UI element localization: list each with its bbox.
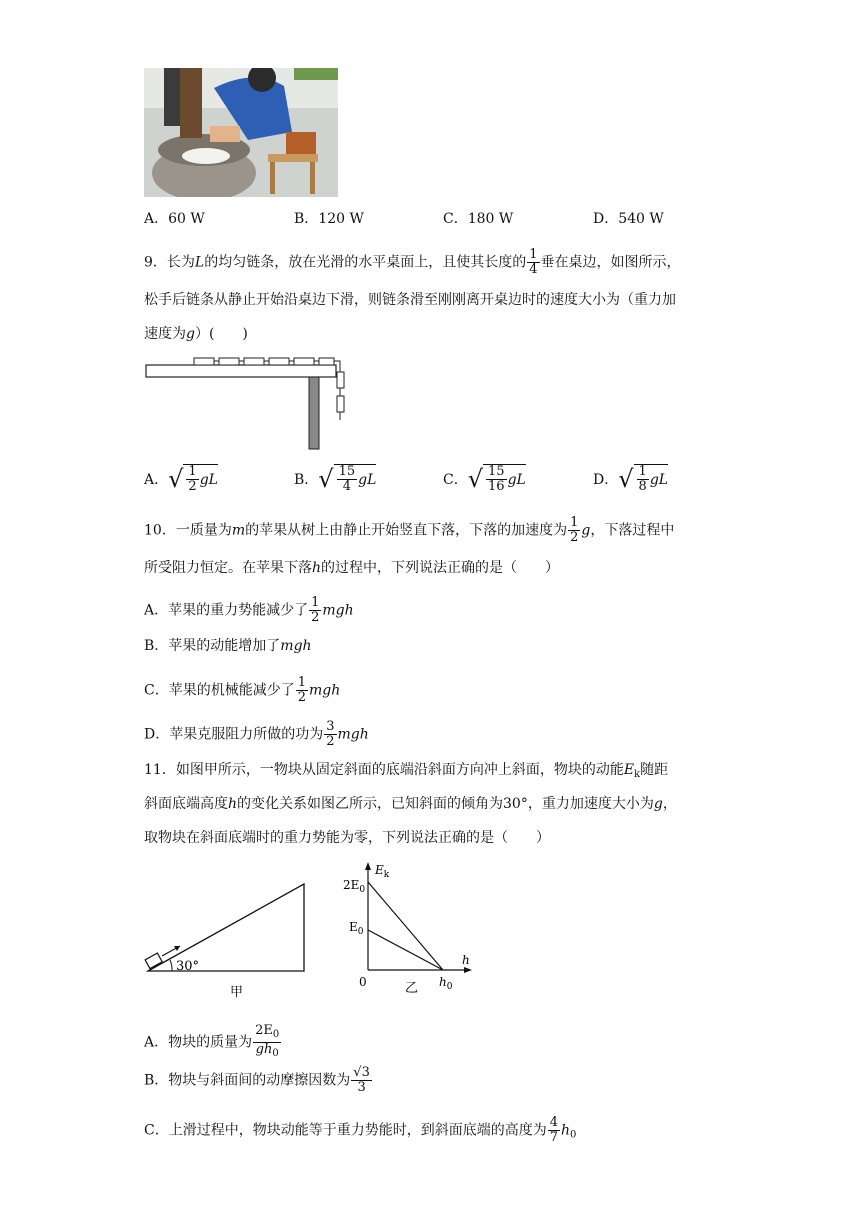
fraction-1-4: $\frac{1}{4}$ [529,247,538,277]
photo-rice-pounding [144,68,338,197]
q9-option-b: B． √ $\frac{15}{4}$ gL [294,464,377,494]
q10-option-a: A．苹果的重力势能减少了 $\frac{1}{2}$ mgh [144,595,354,625]
q9-stem-line2: 松手后链条从静止开始沿桌边下滑，则链条滑至刚刚离开桌边时的速度大小为（重力加 [144,292,676,308]
tick-2E0: $2E_0$ [343,878,366,895]
q9-option-d: D． √ $\frac{1}{8}$ gL [593,464,669,494]
origin-label: 0 [359,975,367,989]
q10-option-b: B．苹果的动能增加了mgh [144,638,312,654]
q8-option-b: B．120 W [294,211,364,227]
q10-stem-line2: 所受阻力恒定。在苹果下落h的过程中，下列说法正确的是（ ） [144,560,560,576]
q8-option-c: C．180 W [443,211,514,227]
tick-E0: $E_0$ [349,920,364,937]
q8-option-d: D．540 W [593,211,664,227]
q11-stem-line1: 11．如图甲所示，一物块从固定斜面的底端沿斜面方向冲上斜面，物块的动能$E_k$随距 [144,762,669,780]
incline-figure-jia [144,878,314,998]
ek-h-graph-yi [335,858,480,998]
q9-option-c: C． √ $\frac{15}{16}$ gL [443,464,526,494]
q9-option-a: A． √ $\frac{1}{2}$ gL [144,464,218,494]
q11-stem-line3: 取物块在斜面底端时的重力势能为零，下列说法正确的是（ ） [144,830,550,846]
y-axis-label: $E_k$ [375,863,390,880]
caption-jia: 甲 [230,985,244,998]
q9-stem-line1: 9．长为L的均匀链条，放在光滑的水平桌面上，且使其长度的 $\frac{1}{4}$ 垂在桌边，如图所示， [144,247,681,277]
q11-option-b: B．物块与斜面间的动摩擦因数为 $\frac{√3}{3}$ [144,1065,370,1095]
q10-option-d: D．苹果克服阻力所做的功为 $\frac{3}{2}$ mgh [144,719,369,749]
x-axis-label: h [462,953,470,967]
chain-on-table-figure [144,352,354,452]
angle-label: 30° [176,959,200,974]
q10-option-c: C．苹果的机械能减少了 $\frac{1}{2}$ mgh [144,675,341,705]
q8-option-a: A．60 W [144,211,205,227]
q11-stem-line2: 斜面底端高度h的变化关系如图乙所示，已知斜面的倾角为30°，重力加速度大小为g， [144,796,677,812]
tick-h0: $h_0$ [439,975,453,992]
q9-stem-line3: 速度为g）( ) [144,326,248,342]
q11-option-c: C．上滑过程中，物块动能等于重力势能时，到斜面底端的高度为 $\frac{4}{7}$ $h_0$ [144,1115,577,1145]
q11-option-a: A．物块的质量为 $\frac{2E_0}{gh_0}$ [144,1023,280,1059]
q10-stem-line1: 10．一质量为m的苹果从树上由静止开始竖直下落，下落的加速度为 $\frac{1}{2}$ g，下落过程中 [144,515,675,545]
caption-yi: 乙 [405,981,419,996]
